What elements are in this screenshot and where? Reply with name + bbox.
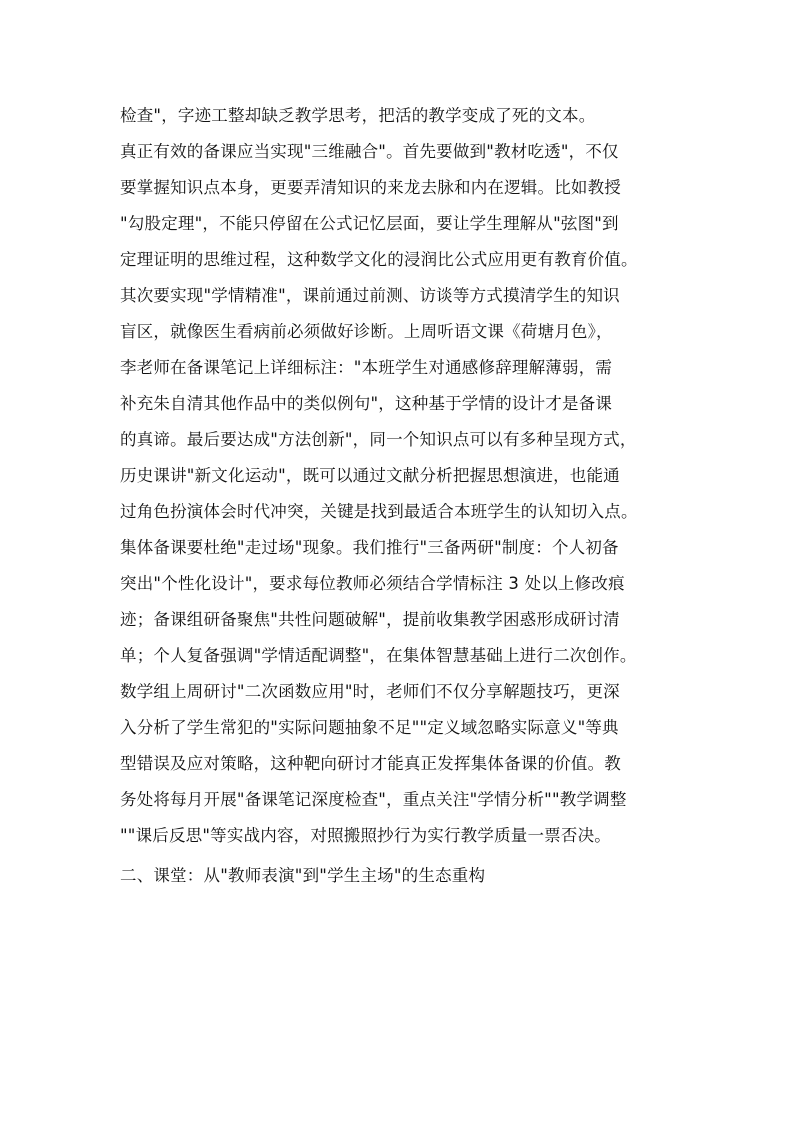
document-body bbox=[120, 98, 690, 894]
section-heading: 二、课堂：从"教师表演"到"学生主场"的生态重构 bbox=[120, 866, 486, 885]
body-line-14: 突出"个性化设计"，要求每位教师必须结合学情标注 3 处以上修改痕 bbox=[120, 574, 625, 593]
body-line-19: 型错误及应对策略，这种靶向研讨才能真正发挥集体备课的价值。教 bbox=[120, 754, 621, 773]
body-line-8: 李老师在备课笔记上详细标注："本班学生对通感修辞理解薄弱，需 bbox=[120, 358, 613, 377]
body-line-6: 其次要实现"学情精准"，课前通过前测、访谈等方式摸清学生的知识 bbox=[120, 286, 620, 305]
body-line-1: 检查"，字迹工整却缺乏教学思考，把活的教学变成了死的文本。 bbox=[120, 106, 596, 125]
body-line-3: 要掌握知识点本身，更要弄清知识的来龙去脉和内在逻辑。比如教授 bbox=[120, 178, 621, 197]
body-line-4: "勾股定理"，不能只停留在公式记忆层面，要让学生理解从"弦图"到 bbox=[120, 214, 619, 233]
body-line-10: 的真谛。最后要达成"方法创新"，同一个知识点可以有多种呈现方式， bbox=[120, 430, 637, 449]
body-line-16: 单；个人复备强调"学情适配调整"，在集体智慧基础上进行二次创作。 bbox=[120, 646, 637, 665]
body-line-11: 历史课讲"新文化运动"，既可以通过文献分析把握思想演进，也能通 bbox=[120, 466, 620, 485]
body-line-21: ""课后反思"等实战内容，对照搬照抄行为实行教学质量一票否决。 bbox=[120, 826, 611, 845]
body-line-20: 务处将每月开展"备课笔记深度检查"，重点关注"学情分析""教学调整 bbox=[120, 790, 627, 809]
body-line-9: 补充朱自清其他作品中的类似例句"，这种基于学情的设计才是备课 bbox=[120, 394, 613, 413]
body-line-2: 真正有效的备课应当实现"三维融合"。首先要做到"教材吃透"，不仅 bbox=[120, 142, 619, 161]
body-line-17: 数学组上周研讨"二次函数应用"时，老师们不仅分享解题技巧，更深 bbox=[120, 682, 620, 701]
body-line-12: 过角色扮演体会时代冲突，关键是找到最适合本班学生的认知切入点。 bbox=[120, 502, 638, 521]
body-line-18: 入分析了学生常犯的"实际问题抽象不足""定义域忽略实际意义"等典 bbox=[120, 718, 619, 737]
body-line-5: 定理证明的思维过程，这种数学文化的浸润比公式应用更有教育价值。 bbox=[120, 250, 638, 269]
body-line-13: 集体备课要杜绝"走过场"现象。我们推行"三备两研"制度：个人初备 bbox=[120, 538, 619, 557]
body-line-7: 盲区，就像医生看病前必须做好诊断。上周听语文课《荷塘月色》， bbox=[120, 322, 613, 341]
body-line-15: 迹；备课组研备聚焦"共性问题破解"，提前收集教学困惑形成研讨清 bbox=[120, 610, 620, 629]
